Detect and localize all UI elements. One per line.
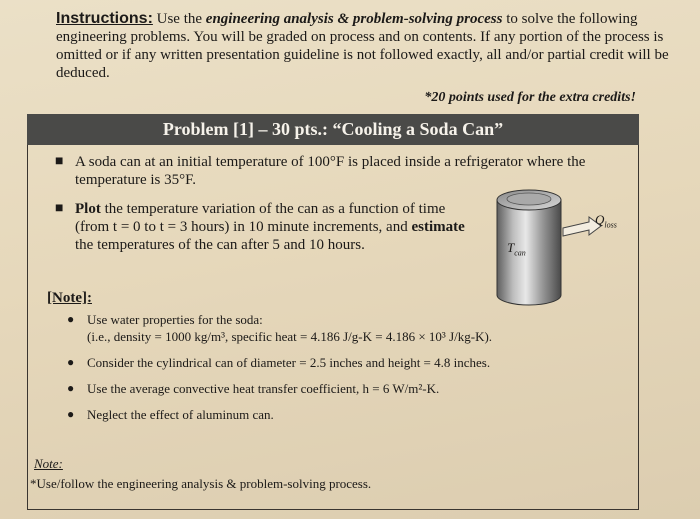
list-item: ● Consider the cylindrical can of diameter = 2.5 inches and height = 4.8 inches.	[67, 355, 491, 370]
bullet-2-text-a: the temperature variation of the can as a function of time (from t = 0 to t = 3 hours) in 10 minute increments, and	[75, 201, 446, 235]
instructions-text-2: to solve the following engineering problems. You will be graded on process and on contents. If any portion of the process is omitted or if any written presentation guideline is not followed exactly, all and/or partial credit will be deduced.	[56, 11, 669, 81]
bullet-1-text: A soda can at an initial temperature of 100°F is placed inside a refrigerator where the temperature is 35°F.	[75, 154, 586, 188]
bullet-icon: ■	[55, 154, 64, 169]
list-item: ● Use the average convective heat transfer coefficient, h = 6 W/m²-K.	[67, 381, 440, 396]
bullet-2-text	[75, 200, 475, 254]
footer-note-label: Note:	[34, 456, 63, 471]
heat-loss-label: $Q_{loss}$	[595, 212, 617, 230]
bullet-icon: ●	[67, 381, 75, 395]
estimate-keyword: estimate	[411, 219, 465, 235]
footer-note-text: *Use/follow the engineering analysis & problem-solving process.	[30, 476, 372, 491]
instructions-heading: Instructions:	[56, 10, 153, 27]
can-temperature-label: $T_{can}$	[507, 240, 526, 258]
bullet-icon: ■	[55, 201, 64, 216]
instructions-paragraph	[56, 10, 686, 82]
plot-keyword: Plot	[75, 201, 101, 217]
soda-can-diagram	[485, 180, 645, 310]
list-item: ● Use water properties for the soda:	[67, 312, 263, 327]
note-label: [Note]:	[47, 290, 92, 306]
list-item: (i.e., density = 1000 kg/m³, specific heat = 4.186 J/g-K = 4.186 × 10³ J/kg-K).	[87, 329, 493, 344]
instructions-text-1: Use the	[152, 11, 206, 27]
notes-list	[67, 311, 587, 432]
bullet-icon: ●	[67, 312, 75, 326]
bullet-icon: ●	[67, 355, 75, 369]
problem-title: Problem [1] – 30 pts.: “Cooling a Soda Can”	[27, 114, 639, 145]
list-item: ● Neglect the effect of aluminum can.	[67, 407, 274, 422]
instructions-emphasis: engineering analysis & problem-solving process	[205, 11, 503, 27]
problem-bullet-2	[55, 200, 475, 254]
extra-credit-note: *20 points used for the extra credits!	[424, 90, 636, 105]
bullet-icon: ●	[67, 407, 75, 421]
bullet-2-text-b: the temperatures of the can after 5 and 10 hours.	[75, 237, 365, 253]
